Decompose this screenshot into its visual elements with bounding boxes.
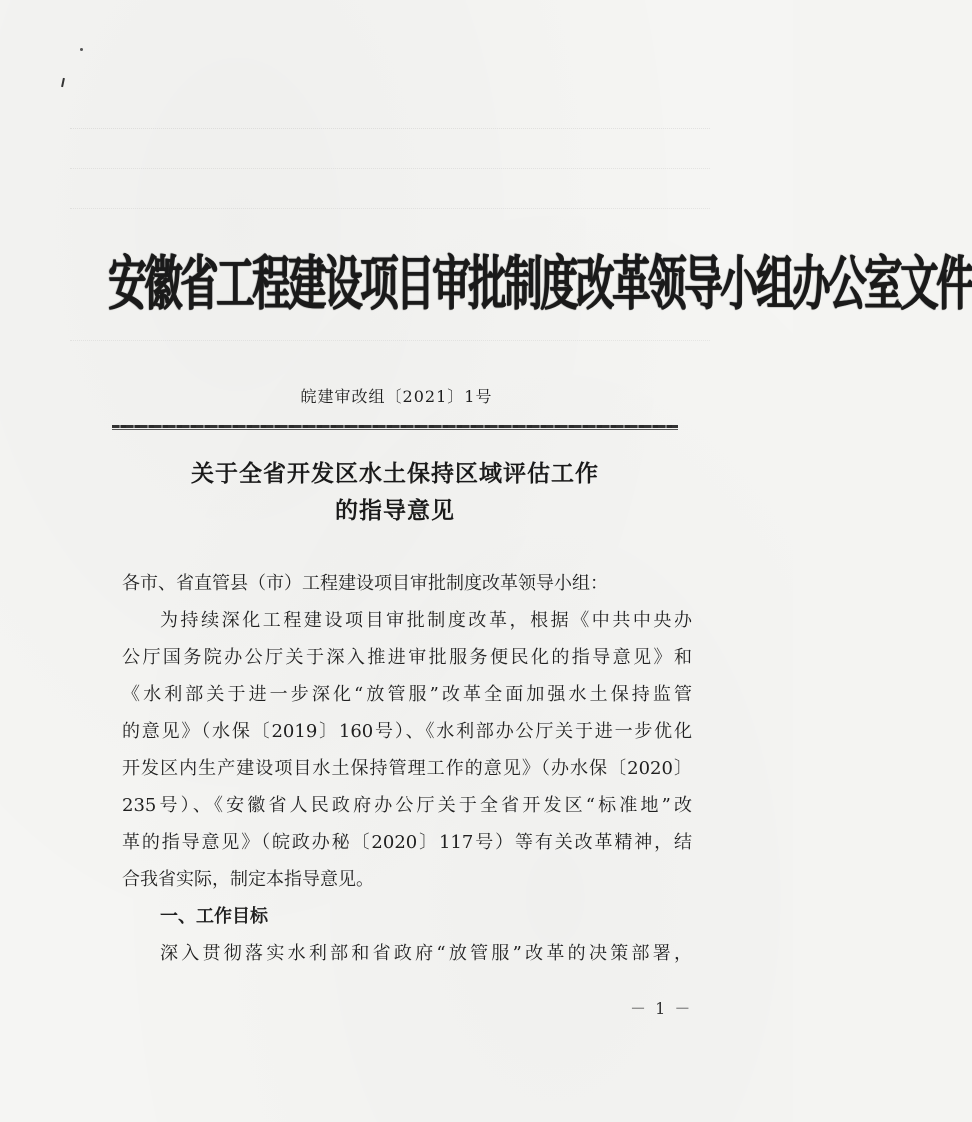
issuing-authority-header: 安徽省工程建设项目审批制度改革领导小组办公室文件 [108,249,972,319]
body-paragraph-line: 235号）、《安徽省人民政府办公厅关于全省开发区“标准地”改 [122,795,692,816]
scan-speck [61,78,65,87]
body-paragraph-line: 深入贯彻落实水利部和省政府“放管服”改革的决策部署， [160,943,692,964]
bleed-through-texture [70,128,710,143]
scan-speck [80,48,83,51]
document-title-line-2: 的指导意见 [335,498,455,524]
body-paragraph-line: 开发区内生产建设项目水土保持管理工作的意见》（办水保〔2020〕 [122,758,692,779]
document-title-line-1: 关于全省开发区水土保持区域评估工作 [191,461,599,487]
document-number: 皖建审改组〔2021〕1号 [300,387,493,406]
bleed-through-texture [70,208,710,223]
body-paragraph-line: 公厅国务院办公厅关于深入推进审批服务便民化的指导意见》和 [122,647,692,668]
body-paragraph-line: 革的指导意见》（皖政办秘〔2020〕117号）等有关改革精神，结 [122,832,692,853]
salutation: 各市、省直管县（市）工程建设项目审批制度改革领导小组： [122,573,608,594]
bleed-through-texture [70,168,710,183]
bleed-through-texture [70,340,710,355]
body-paragraph-line: 《水利部关于进一步深化“放管服”改革全面加强水土保持监管 [122,684,692,705]
body-paragraph-line: 的意见》（水保〔2019〕160号）、《水利部办公厅关于进一步优化 [122,721,692,742]
section-heading: 一、工作目标 [160,906,268,927]
document-body [122,565,692,972]
page-number: － 1 － [630,999,693,1018]
body-paragraph-line: 为持续深化工程建设项目审批制度改革，根据《中共中央办 [160,610,692,631]
body-paragraph-line: 合我省实际，制定本指导意见。 [122,869,374,890]
header-separator-line [112,425,678,431]
